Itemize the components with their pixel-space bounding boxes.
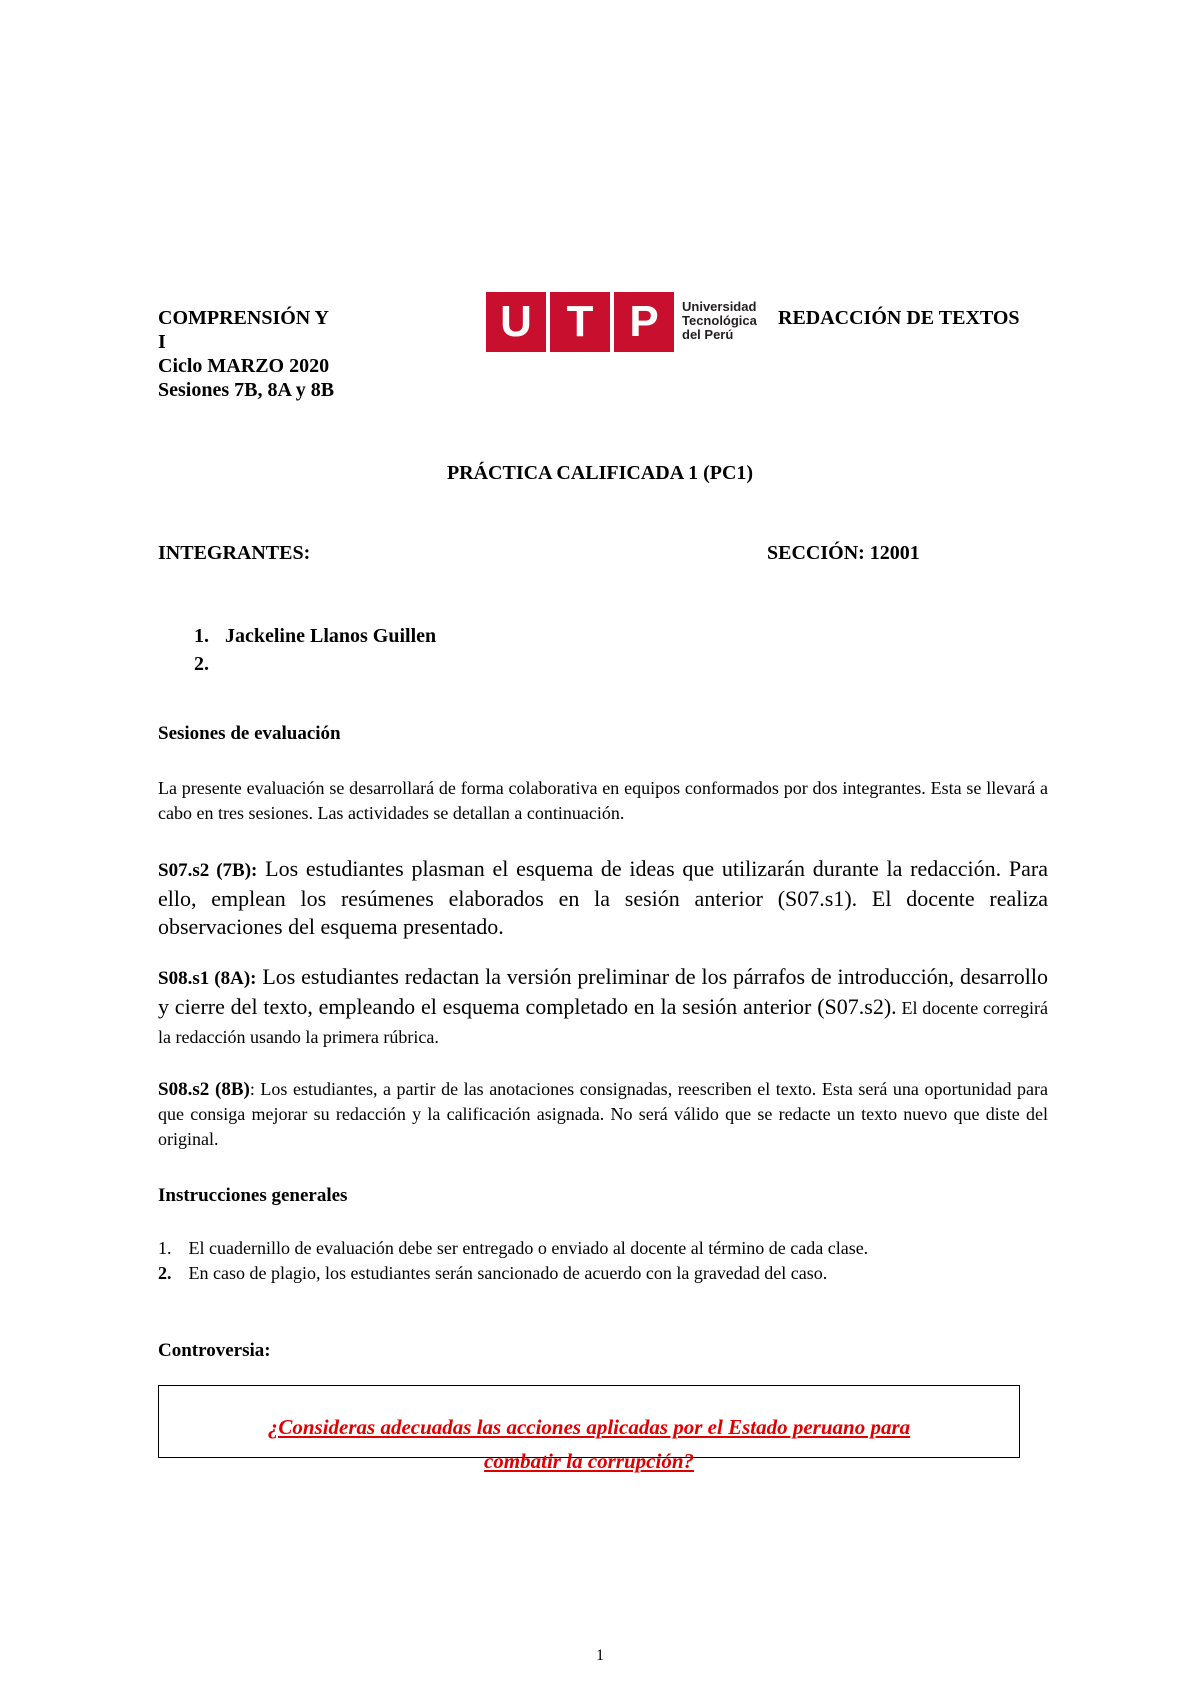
logo-text-line2: Tecnológica — [682, 313, 757, 328]
logo-letter-p: P — [614, 292, 674, 352]
member-item — [194, 624, 436, 648]
session-s08s2-label: S08.s2 (8B) — [158, 1079, 250, 1100]
sessions-label: Sesiones 7B, 8A y 8B — [158, 379, 335, 401]
controversy-heading: Controversia: — [158, 1340, 271, 1361]
logo-letter-t: T — [550, 292, 610, 352]
session-s07-text: Los estudiantes plasman el esquema de ideas que utilizarán durante la redacción. Para ello, emplean los resúmenes elaborados en la sesión anterior (S07.s1). El docente realiza observaciones del esquema presentado. — [158, 856, 1048, 939]
controversy-question-line1: ¿Consideras adecuadas las acciones aplicadas por el Estado peruano para — [267, 1415, 911, 1439]
logo-letter-u: U — [486, 292, 546, 352]
instructions-heading: Instrucciones generales — [158, 1185, 348, 1206]
section-label: SECCIÓN: 12001 — [767, 542, 920, 564]
members-list — [194, 624, 436, 676]
instructions-list — [158, 1236, 1048, 1286]
instruction-item — [158, 1236, 1048, 1261]
session-s08s1-text: Los estudiantes redactan la versión preliminar de los párrafos de introducción, desarrollo y cierre del texto, empleando el esquema completado en la sesión anterior (S07.s2). — [158, 964, 1048, 1019]
session-s08s1-label: S08.s1 (8A): — [158, 968, 257, 989]
page-title: PRÁCTICA CALIFICADA 1 (PC1) — [446, 462, 754, 484]
session-s08s1-text-b: El docente corregirá la redacción usando la primera rúbrica. — [158, 998, 1049, 1047]
session-s08s1-paragraph — [158, 963, 1048, 1051]
logo-text-line3: del Perú — [682, 327, 734, 342]
logo-text — [682, 300, 757, 342]
logo-text-line1: Universidad — [682, 299, 757, 314]
member-number: 1. — [194, 625, 209, 647]
cycle-label: Ciclo MARZO 2020 — [158, 355, 330, 377]
controversy-question — [158, 1410, 1020, 1478]
instruction-number: 2. — [158, 1263, 172, 1283]
instruction-text: El cuadernillo de evaluación debe ser entregado o enviado al docente al término de cada clase. — [188, 1238, 869, 1258]
member-name: Jackeline Llanos Guillen — [225, 625, 437, 647]
instruction-text: En caso de plagio, los estudiantes serán sancionado de acuerdo con la gravedad del caso. — [188, 1263, 828, 1283]
member-number: 2. — [194, 653, 209, 675]
instruction-number: 1. — [158, 1238, 172, 1258]
member-item — [194, 652, 436, 676]
session-s07-paragraph — [158, 855, 1048, 941]
controversy-question-line2: combatir la corrupción? — [483, 1449, 694, 1473]
subject-title: REDACCIÓN DE TEXTOS — [778, 307, 1020, 329]
sessions-heading: Sesiones de evaluación — [158, 723, 341, 744]
utp-logo — [486, 292, 757, 352]
sessions-intro: La presente evaluación se desarrollará de forma colaborativa en equipos conformados por dos integrantes. Esta se llevará a cabo en tres sesiones. Las actividades se detallan a continuación. — [158, 778, 1048, 823]
course-title-line2: I — [158, 331, 166, 353]
session-s08s2-paragraph — [158, 1077, 1048, 1152]
course-title-line1: COMPRENSIÓN Y — [158, 307, 329, 329]
page-number: 1 — [596, 1647, 604, 1664]
course-title — [158, 306, 334, 402]
members-label: INTEGRANTES: — [158, 542, 311, 564]
session-s07-label: S07.s2 (7B): — [158, 860, 258, 881]
session-s08s2-text: : Los estudiantes, a partir de las anotaciones consignadas, reescriben el texto. Esta será una oportunidad para que consiga mejorar su redacción y la calificación asignada. No será válido que se redacte un texto nuevo que diste del original. — [158, 1079, 1048, 1149]
instruction-item — [158, 1261, 1048, 1286]
